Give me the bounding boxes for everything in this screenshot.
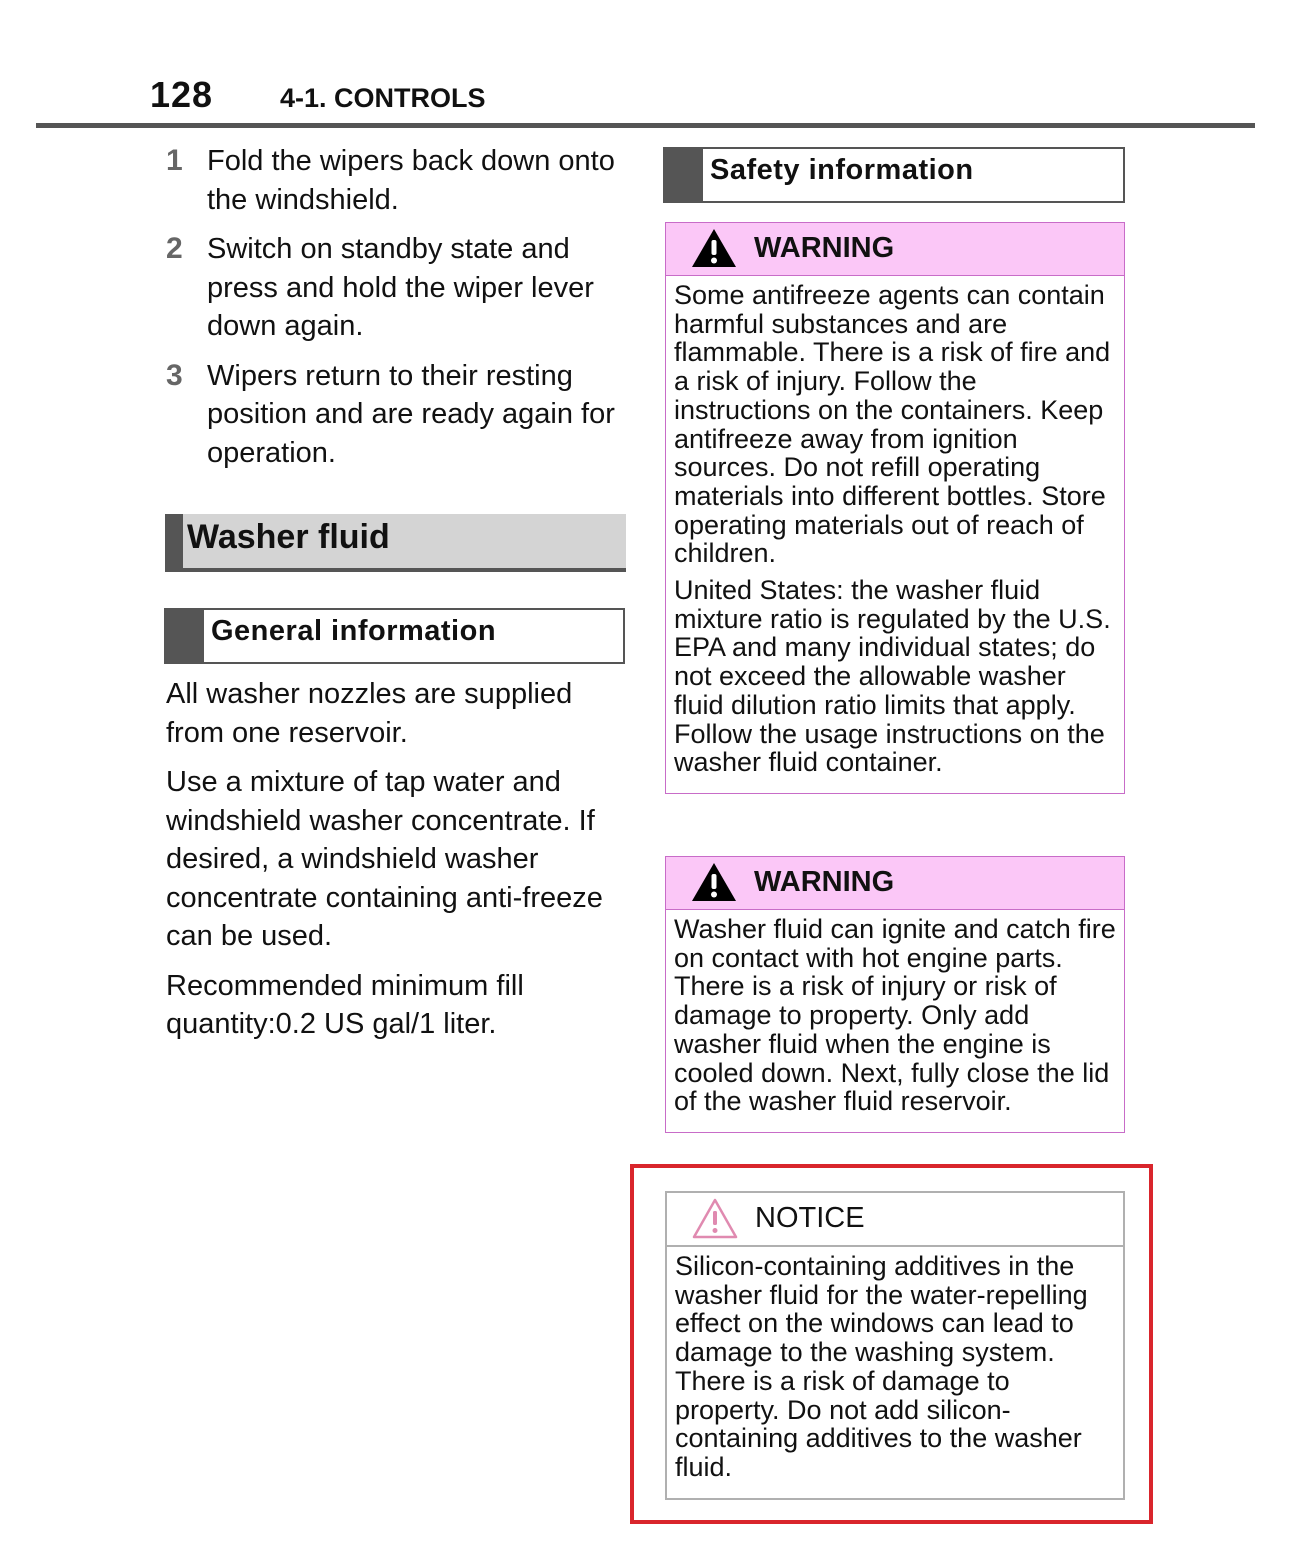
warning-label: WARNING — [754, 232, 895, 264]
general-information-body — [166, 675, 626, 1055]
page-number: 128 — [150, 74, 214, 115]
step-item — [166, 357, 626, 473]
notice-body — [667, 1247, 1123, 1498]
warning-triangle-icon — [690, 861, 738, 903]
step-item — [166, 142, 626, 219]
body-paragraph: Use a mixture of tap water and windshield washer concentrate. If desired, a windshield washer concentrate containing anti-freeze can be used. — [166, 766, 603, 952]
general-information-heading — [164, 608, 625, 664]
step-text: Wipers return to their resting position and are ready again for operation. — [207, 359, 615, 469]
washer-fluid-heading — [165, 514, 626, 572]
safety-information-heading — [663, 147, 1125, 203]
notice-paragraph: Silicon-containing additives in the washer fluid for the water-repelling effect on the windows can lead to damage to the washing system. There is a risk of damage to property. Do not add silicon-containing additives to the washer fluid. — [675, 1251, 1088, 1482]
notice-label: NOTICE — [755, 1202, 865, 1234]
general-information-title: General information — [211, 615, 497, 647]
step-item — [166, 230, 626, 346]
warning-header — [666, 223, 1124, 276]
notice-header — [667, 1193, 1123, 1247]
warning-paragraph: United States: the washer fluid mixture ratio is regulated by the U.S. EPA and many individual states; do not exceed the allowable washer fluid dilution ratio limits that apply. Follow the usage instructions on the washer fluid container. — [674, 575, 1111, 778]
warning-body — [666, 910, 1124, 1132]
step-text: Fold the wipers back down onto the windshield. — [207, 145, 615, 216]
section-title: 4-1. CONTROLS — [280, 83, 486, 113]
warning-body — [666, 276, 1124, 793]
warning-triangle-icon — [690, 227, 738, 269]
header-rule — [36, 123, 1255, 128]
step-number: 3 — [166, 358, 183, 392]
warning-box-antifreeze — [665, 222, 1125, 794]
step-number: 1 — [166, 144, 183, 177]
step-list — [166, 142, 626, 483]
washer-fluid-title: Washer fluid — [187, 518, 390, 556]
body-paragraph: Recommended minimum fill quantity:0.2 US gal/1 liter. — [166, 969, 524, 1040]
notice-triangle-icon — [691, 1197, 739, 1239]
notice-box — [665, 1191, 1125, 1500]
step-number: 2 — [166, 232, 183, 265]
warning-header — [666, 857, 1124, 910]
warning-box-ignition — [665, 856, 1125, 1133]
warning-paragraph: Some antifreeze agents can contain harmful substances and are flammable. There is a risk of fire and a risk of injury. Follow the instructions on the containers. Keep antifreeze away from ignition sources. Do not refill operating materials into different bottles. Store operating materials out of reach of children. — [674, 280, 1111, 569]
warning-label: WARNING — [754, 866, 895, 898]
step-text: Switch on standby state and press and hold the wiper lever down again. — [207, 233, 594, 342]
body-paragraph: All washer nozzles are supplied from one reservoir. — [166, 678, 573, 749]
warning-paragraph: Washer fluid can ignite and catch fire on contact with hot engine parts. There is a risk of injury or risk of damage to property. Only add washer fluid when the engine is cooled down. Next, fully close the lid of the washer fluid reservoir. — [674, 914, 1116, 1117]
safety-information-title: Safety information — [710, 154, 974, 186]
